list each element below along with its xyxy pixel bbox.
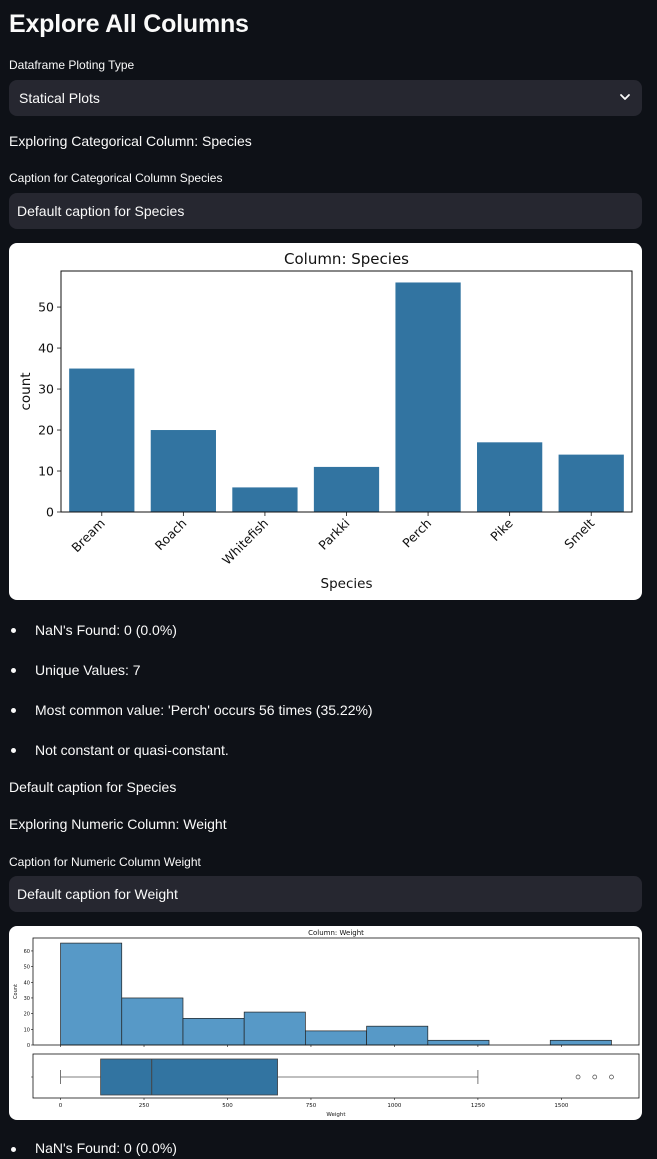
bar-pike: [477, 442, 542, 512]
x-axis-label: Weight: [326, 1112, 346, 1118]
x-axis-label: Species: [320, 576, 373, 592]
x-tick-label: 1500: [554, 1103, 569, 1109]
x-tick-label: Bream: [68, 515, 108, 556]
y-tick-label: 40: [23, 980, 30, 987]
hist-bar-5: [367, 1026, 428, 1045]
numeric-heading: Exploring Numeric Column: Weight: [9, 816, 227, 832]
box-outlier-2: [609, 1075, 613, 1079]
box-iqr: [101, 1059, 278, 1095]
y-tick-label: 40: [38, 340, 54, 356]
x-tick-label: Roach: [151, 515, 190, 554]
x-tick-label: 1250: [470, 1103, 485, 1109]
stat-nan: NaN's Found: 0 (0.0%): [9, 612, 373, 652]
hist-bar-8: [550, 1040, 611, 1045]
y-tick-label: 10: [23, 1027, 30, 1034]
stat-unique: Unique Values: 7: [9, 652, 373, 692]
y-tick-label: 0: [46, 504, 54, 520]
x-tick-label: Whitefish: [218, 515, 272, 568]
y-tick-label: 10: [38, 463, 54, 479]
x-tick-label: Perch: [399, 515, 435, 551]
plot-type-label: Dataframe Ploting Type: [9, 58, 135, 72]
y-tick-label: 30: [38, 381, 54, 397]
stat-most-common: Most common value: 'Perch' occurs 56 times (35.22%): [9, 692, 373, 732]
bar-perch: [395, 282, 460, 512]
page-title: Explore All Columns: [9, 10, 249, 38]
categorical-caption-input[interactable]: [9, 193, 642, 229]
hist-bar-2: [183, 1018, 244, 1045]
categorical-caption-value: Default caption for Species: [17, 203, 185, 219]
categorical-heading: Exploring Categorical Column: Species: [9, 133, 252, 149]
hist-bar-1: [122, 998, 183, 1045]
stat-constant: Not constant or quasi-constant.: [9, 732, 373, 772]
plot-type-select[interactable]: [9, 80, 642, 116]
bar-bream: [69, 369, 134, 512]
y-tick-label: 0: [26, 1043, 30, 1049]
hist-bar-4: [305, 1031, 366, 1045]
categorical-caption-text: Default caption for Species: [9, 779, 177, 795]
x-tick-label: 750: [305, 1103, 317, 1109]
numeric-caption-input[interactable]: [9, 876, 642, 912]
x-tick-label: 0: [58, 1103, 63, 1109]
numeric-stat-nan: NaN's Found: 0 (0.0%): [9, 1140, 177, 1156]
plot-type-value: Statical Plots: [19, 90, 100, 106]
x-tick-label: Smelt: [561, 515, 598, 552]
x-tick-label: Pike: [487, 515, 516, 544]
hist-bar-6: [428, 1040, 489, 1045]
hist-bar-0: [61, 943, 122, 1045]
categorical-stats-list: [9, 612, 373, 772]
hist-bar-3: [244, 1012, 305, 1045]
x-tick-label: 1000: [387, 1103, 402, 1109]
chart-title: Column: Species: [284, 250, 409, 268]
bar-smelt: [559, 455, 624, 512]
chart-title: Column: Weight: [308, 929, 364, 937]
box-outlier-1: [593, 1075, 597, 1079]
numeric-caption-label: Caption for Numeric Column Weight: [9, 855, 201, 869]
y-axis-label: count: [18, 372, 34, 411]
bar-whitefish: [232, 487, 297, 512]
y-axis-label: Count: [13, 984, 19, 999]
y-tick-label: 60: [23, 948, 30, 955]
y-tick-label: 20: [38, 422, 54, 438]
weight-chart-card: [9, 926, 642, 1120]
y-tick-label: 50: [23, 964, 30, 971]
bar-roach: [151, 430, 216, 512]
x-tick-label: Parkki: [315, 515, 353, 553]
weight-hist-box-chart: [9, 926, 642, 1120]
numeric-caption-value: Default caption for Weight: [17, 886, 178, 902]
y-tick-label: 20: [23, 1011, 30, 1018]
species-bar-chart: [9, 243, 642, 600]
categorical-caption-label: Caption for Categorical Column Species: [9, 171, 223, 185]
x-tick-label: 250: [138, 1103, 150, 1109]
bar-parkki: [314, 467, 379, 512]
y-tick-label: 50: [38, 299, 54, 315]
y-tick-label: 30: [23, 995, 30, 1002]
x-tick-label: 500: [222, 1103, 233, 1109]
box-outlier-0: [576, 1075, 580, 1079]
chevron-down-icon[interactable]: [618, 90, 632, 107]
species-chart-card: [9, 243, 642, 600]
